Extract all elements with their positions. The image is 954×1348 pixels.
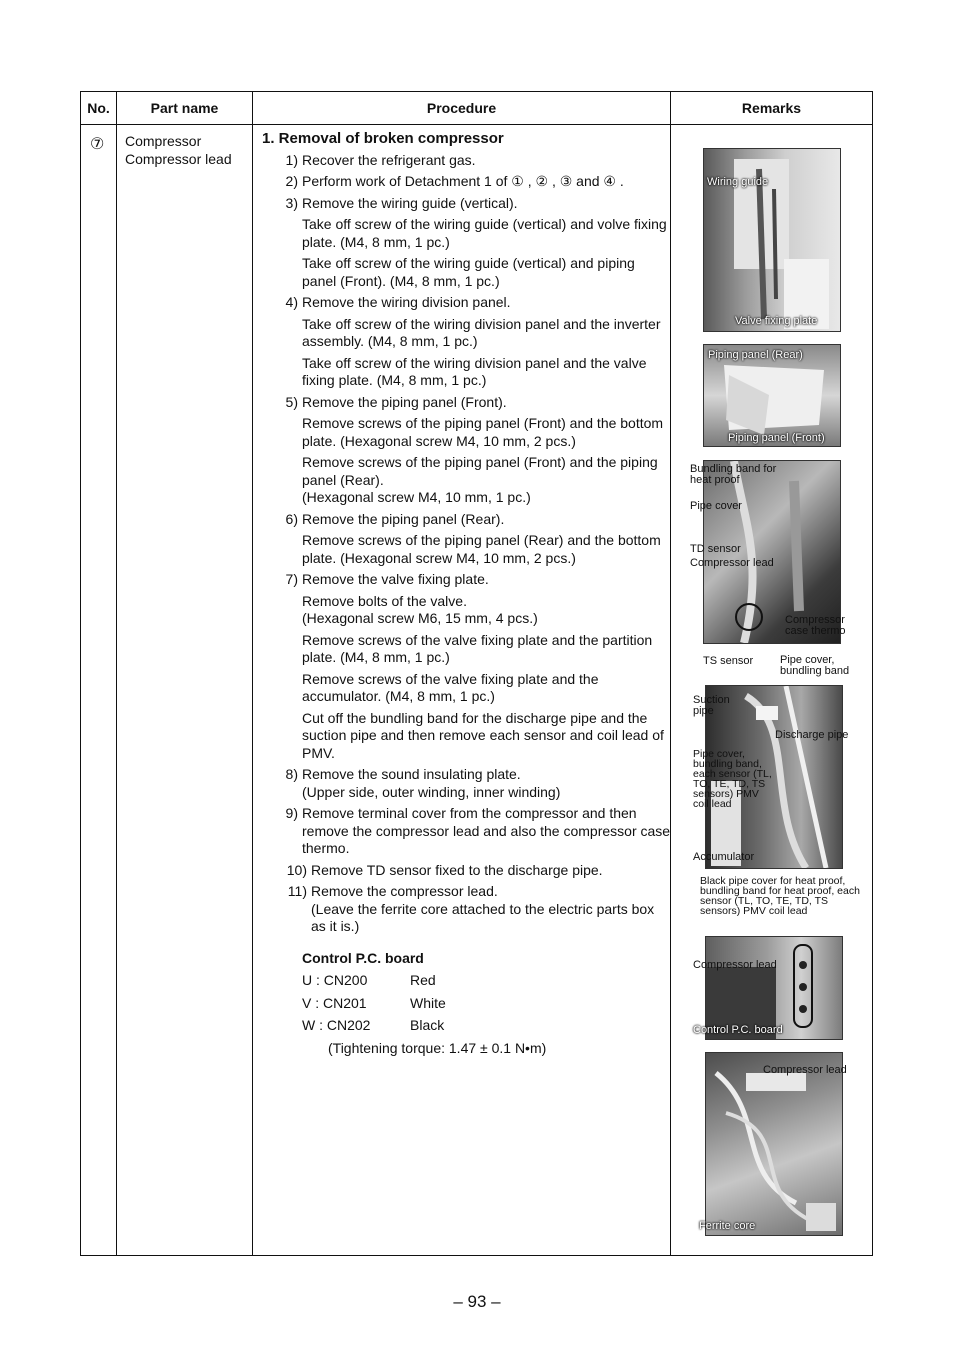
part-name-line: Compressor lead	[125, 151, 232, 167]
header-procedure: Procedure	[426, 100, 497, 116]
label-accumulator: Accumulator	[693, 851, 755, 863]
col-divider	[252, 92, 253, 1255]
step-detail-text: Remove screws of the valve fixing plate and the partition plate. (M4, 8 mm, 1 pc.)	[302, 631, 653, 665]
step-detail-text: Take off screw of the wiring division panel and the inverter assembly. (M4, 8 mm, 1 pc.)	[302, 315, 661, 349]
step-detail-text: Remove screws of the piping panel (Front) and the piping panel (Rear).	[302, 454, 658, 488]
step-text: Remove the piping panel (Front).	[302, 393, 507, 410]
label-pipe-cover-band: Pipe cover, bundling band	[780, 654, 850, 677]
pin-color: Red	[410, 972, 436, 988]
label-ts-sensor: TS sensor	[703, 655, 754, 667]
procedure-step	[262, 195, 672, 213]
step-text: Remove the wiring division panel.	[302, 294, 511, 310]
photo-caption: Black pipe cover for heat proof, bundling band for heat proof, each sensor (TL, TO, TE, TD, TS sensors) PMV coil lead	[700, 875, 860, 917]
label-compressor-lead-3: Compressor lead	[763, 1064, 847, 1076]
step-detail	[262, 355, 672, 390]
step-number: 11)	[287, 883, 307, 899]
pin-color: Black	[410, 1017, 445, 1033]
step-text: Perform work of Detachment 1 of ① , ② , ③ and ④ .	[302, 173, 624, 189]
step-detail-text: Remove bolts of the valve.	[302, 592, 467, 609]
procedure-step	[262, 511, 672, 529]
part-name-line: Compressor	[125, 133, 202, 149]
label-case-thermo: Compressor case thermo	[785, 614, 846, 637]
label-ferrite-core: Ferrite core	[699, 1220, 756, 1232]
step-number: 4)	[285, 294, 298, 310]
step-detail	[262, 671, 672, 706]
step-text: Remove TD sensor fixed to the discharge pipe.	[311, 861, 603, 878]
step-number: 8)	[285, 766, 298, 782]
pin-list	[262, 972, 672, 1035]
col-divider	[116, 92, 117, 1255]
step-number: 1)	[285, 151, 298, 168]
step-detail	[262, 710, 672, 763]
step-detail-text: Take off screw of the wiring guide (vertical) and volve fixing plate. (M4, 8 mm, 1 pc.)	[302, 216, 667, 250]
label-wiring-guide: Wiring guide	[707, 176, 769, 188]
label-pipe-cover-each-sensor: Pipe cover, bundling band, each sensor (TL, TO, TE, TD, TS sensors) PMV coil lead	[693, 748, 772, 810]
row-number: ⑦	[90, 136, 105, 153]
step-detail-text: Remove screws of the piping panel (Rear) and the bottom plate. (Hexagonal screw M4, 10 mm, 2 pcs.)	[302, 532, 661, 566]
procedure-step	[262, 805, 672, 858]
procedure-step	[262, 152, 672, 170]
pin-row	[262, 972, 672, 990]
tightening-torque: (Tightening torque: 1.47 ± 0.1 N•m)	[328, 1039, 547, 1056]
pin-row	[262, 995, 672, 1013]
step-detail	[262, 316, 672, 351]
step-detail-text: Remove screws of the piping panel (Front) and the bottom plate. (Hexagonal screw M4, 10 mm, 2 pcs.)	[302, 415, 664, 449]
step-text: Remove the compressor lead.	[311, 883, 498, 899]
step-detail	[262, 532, 672, 567]
label-td-sensor: TD sensor	[690, 543, 741, 555]
step-detail-text: Take off screw of the wiring guide (vertical) and piping panel (Front). (M4, 8 mm, 1 pc.)	[302, 255, 635, 289]
step-detail	[262, 593, 672, 628]
label-control-pc-board: Control P.C. board	[693, 1024, 783, 1036]
step-detail-cont: (Hexagonal screw M4, 10 mm, 1 pc.)	[302, 489, 531, 505]
pin-connector: V : CN201	[302, 994, 367, 1011]
procedure-text	[262, 130, 672, 1057]
step-text: Remove the wiring guide (vertical).	[302, 194, 518, 211]
step-detail	[262, 454, 672, 507]
step-detail	[262, 632, 672, 667]
step-text-cont: (Leave the ferrite core attached to the electric parts box as it is.)	[311, 900, 655, 934]
label-bundling-band: Bundling band for heat proof	[690, 463, 777, 486]
label-valve-fixing-plate: Valve fixing plate	[735, 315, 818, 327]
step-detail-cont: (Hexagonal screw M6, 15 mm, 4 pcs.)	[302, 610, 538, 626]
header-remarks: Remarks	[741, 100, 802, 116]
section-title: 1. Removal of broken compressor	[262, 130, 504, 147]
procedure-step	[262, 883, 672, 936]
label-piping-panel-rear: Piping panel (Rear)	[708, 349, 803, 361]
header-divider	[81, 124, 872, 125]
step-list	[262, 152, 672, 936]
step-text: Remove the piping panel (Rear).	[302, 510, 505, 527]
label-compressor-lead: Compressor lead	[690, 557, 774, 569]
procedure-step	[262, 862, 672, 880]
step-detail	[262, 415, 672, 450]
step-number: 5)	[285, 393, 298, 410]
photo-illustration	[706, 1053, 842, 1235]
label-pipe-cover: Pipe cover	[690, 500, 742, 512]
step-text-cont: (Upper side, outer winding, inner winding)	[302, 783, 561, 800]
pin-color: White	[410, 994, 446, 1011]
step-text: Remove terminal cover from the compressor and then remove the compressor lead and also the compressor case thermo.	[302, 805, 671, 856]
pin-connector: W : CN202	[302, 1017, 371, 1033]
header-part-name: Part name	[150, 100, 219, 116]
procedure-step	[262, 173, 672, 191]
step-detail	[262, 216, 672, 251]
step-detail-text: Remove screws of the valve fixing plate and the accumulator. (M4, 8 mm, 1 pc.)	[302, 670, 599, 704]
label-suction-pipe: Suction pipe	[693, 694, 730, 717]
procedure-step	[262, 394, 672, 412]
step-number: 2)	[285, 173, 298, 189]
label-piping-panel-front: Piping panel (Front)	[728, 432, 825, 444]
photo-ferrite-core	[705, 1052, 843, 1236]
procedure-step	[262, 571, 672, 589]
step-text: Remove the valve fixing plate.	[302, 571, 489, 587]
procedure-step	[262, 294, 672, 312]
step-number: 7)	[285, 571, 298, 587]
label-compressor-lead-2: Compressor lead	[693, 959, 777, 971]
procedure-step	[262, 766, 672, 801]
step-number: 3)	[285, 194, 298, 211]
control-board-title: Control P.C. board	[302, 949, 424, 966]
step-text: Recover the refrigerant gas.	[302, 151, 476, 168]
step-text: Remove the sound insulating plate.	[302, 766, 521, 782]
part-name	[125, 132, 232, 168]
step-number: 10)	[286, 861, 307, 878]
header-no: No.	[87, 100, 110, 116]
step-number: 9)	[285, 805, 298, 821]
step-detail-text: Cut off the bundling band for the discharge pipe and the suction pipe and then remove each sensor and coil lead of PMV.	[302, 709, 664, 761]
page-number: – 93 –	[453, 1292, 501, 1311]
step-number: 6)	[285, 510, 298, 527]
pin-connector: U : CN200	[302, 972, 368, 988]
pin-row	[262, 1017, 672, 1035]
label-discharge-pipe: Discharge pipe	[775, 729, 849, 741]
step-detail	[262, 255, 672, 290]
step-detail-text: Take off screw of the wiring division panel and the valve fixing plate. (M4, 8 mm, 1 pc.)	[302, 354, 647, 388]
procedure-table	[80, 91, 873, 1256]
